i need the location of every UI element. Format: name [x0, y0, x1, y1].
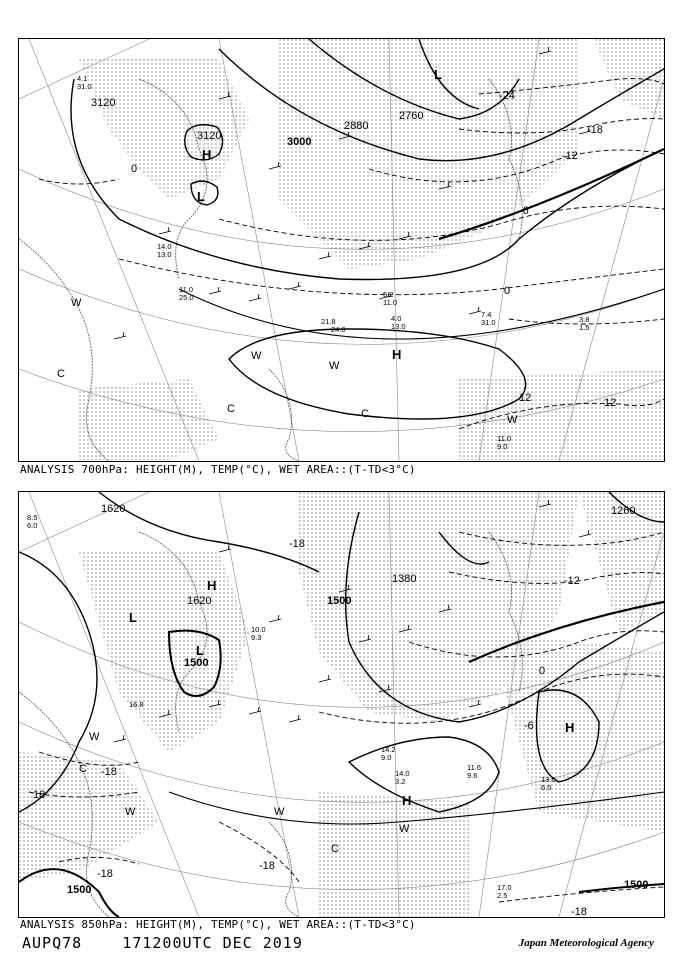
station-value: 14.0: [395, 769, 410, 778]
height-label: 3000: [287, 136, 312, 148]
height-label: 2760: [399, 110, 424, 122]
height-label: 3120: [91, 97, 116, 109]
temp-label: 0: [539, 665, 546, 677]
warm-mark: W: [399, 823, 410, 835]
warm-mark: W: [274, 806, 285, 818]
temp-label: 12: [519, 392, 532, 404]
temp-label: -24: [499, 90, 515, 102]
map-850hpa-panel: [18, 491, 665, 918]
station-value: 4.0: [391, 314, 402, 323]
station-value: 6.0: [27, 521, 38, 530]
station-value: 13.6: [541, 775, 556, 784]
cold-mark: C: [361, 408, 369, 420]
pressure-center-high: H: [402, 793, 412, 808]
map-700hpa-panel: [18, 38, 665, 462]
height-label: 1500: [624, 879, 649, 891]
station-value: 16.8: [129, 700, 144, 709]
station-value: 5.2: [383, 290, 394, 299]
station-value: 2.5: [497, 891, 508, 900]
station-value: 7.4: [481, 310, 492, 319]
station-value: 13.0: [391, 322, 406, 331]
height-label: 1380: [392, 573, 417, 585]
map-850hpa-canvas: [19, 492, 664, 917]
temp-label: -12: [564, 575, 580, 587]
temp-label: -18: [97, 868, 113, 880]
station-value: 9.0: [381, 753, 392, 762]
station-value: 25.0: [179, 293, 194, 302]
pressure-center-high: H: [565, 720, 575, 735]
chart-code: AUPQ78: [22, 934, 83, 952]
warm-mark: W: [89, 731, 100, 743]
temp-label: -18: [289, 538, 305, 550]
cold-mark: C: [331, 843, 339, 855]
station-value: 3.2: [395, 777, 406, 786]
station-value: 17.0: [497, 883, 512, 892]
temp-label: -18: [101, 766, 117, 778]
station-value: 11.0: [497, 434, 512, 443]
height-label: 1260: [611, 505, 636, 517]
cold-mark: C: [227, 403, 235, 415]
pressure-center-low: L: [197, 189, 205, 204]
station-value: 6.0: [541, 783, 552, 792]
cold-mark: C: [57, 368, 65, 380]
temp-label: -6: [524, 720, 534, 732]
height-label: 2880: [344, 120, 369, 132]
station-value: 9.0: [497, 442, 508, 451]
height-label: 1500: [327, 595, 352, 607]
station-value: 9.6: [467, 771, 478, 780]
agency-credit: Japan Meteorological Agency: [518, 937, 654, 949]
cold-mark: C: [79, 763, 87, 775]
temp-label: -18: [587, 124, 603, 136]
wet-area-stipple: [19, 492, 664, 917]
temp-label: 12: [604, 397, 617, 409]
height-label: 3120: [197, 130, 222, 142]
caption-850hpa: ANALYSIS 850hPa: HEIGHT(M), TEMP(°C), WET AREA::(T-TD<3°C): [20, 918, 416, 931]
pressure-center-low: L: [129, 610, 137, 625]
chart-identifier: [22, 934, 303, 952]
station-value: 8.5: [27, 513, 38, 522]
station-value: 10.0: [251, 625, 266, 634]
pressure-center-high: H: [202, 147, 212, 162]
height-label: 1500: [184, 657, 209, 669]
pressure-center-low: L: [434, 67, 442, 82]
pressure-center-high: H: [207, 578, 217, 593]
station-value: 31.0: [481, 318, 496, 327]
station-value: 14.2: [381, 745, 396, 754]
pressure-center-high: H: [392, 347, 402, 362]
height-label: 1500: [67, 884, 92, 896]
warm-mark: W: [71, 297, 82, 309]
warm-mark: W: [251, 350, 262, 362]
station-value: 13.0: [157, 250, 172, 259]
temp-label: 0: [131, 163, 138, 175]
pressure-center-low: L: [196, 643, 204, 658]
station-value: 3.8: [579, 315, 590, 324]
height-label: 1620: [101, 503, 126, 515]
caption-700hpa: ANALYSIS 700hPa: HEIGHT(M), TEMP(°C), WET AREA::(T-TD<3°C): [20, 463, 416, 476]
station-value: 31.0: [77, 82, 92, 91]
station-value: 11.0: [179, 285, 194, 294]
temp-label: -18: [571, 906, 587, 917]
station-value: 4.1: [77, 74, 88, 83]
warm-mark: W: [125, 806, 136, 818]
warm-mark: W: [507, 414, 518, 426]
station-value: 24.0: [331, 325, 346, 334]
station-value: 9.3: [251, 633, 262, 642]
station-value: 14.0: [157, 242, 172, 251]
temp-label: 0: [504, 285, 511, 297]
temp-label: -12: [562, 150, 578, 162]
temp-label: -18: [259, 860, 275, 872]
temp-label: 18: [33, 789, 46, 801]
station-value: 21.8: [321, 317, 336, 326]
station-value: 11.6: [467, 763, 482, 772]
chart-time: 171200UTC DEC 2019: [122, 934, 303, 952]
height-label: 1620: [187, 595, 212, 607]
map-700hpa-canvas: [19, 39, 664, 461]
temp-label: -6: [519, 205, 529, 217]
warm-mark: W: [329, 360, 340, 372]
station-value: 1.5: [579, 323, 590, 332]
station-value: 11.0: [383, 298, 398, 307]
